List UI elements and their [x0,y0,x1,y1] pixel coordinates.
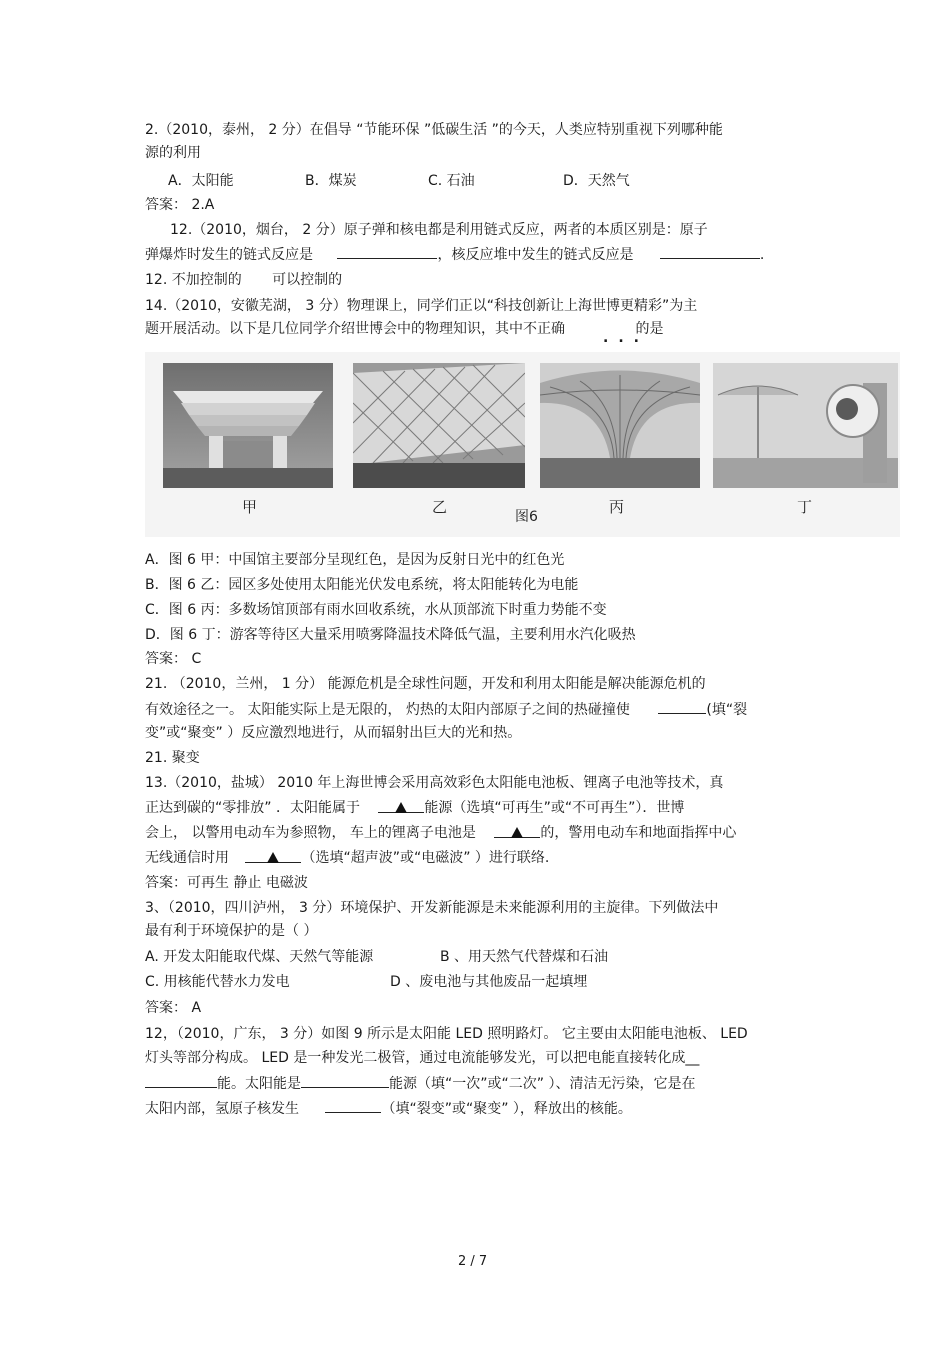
q12b-stem-line3 [145,1073,695,1094]
q12b-text-d: （填“裂变”或“聚变” ），释放出的核能。 [381,1101,632,1117]
q12a-blank-1[interactable] [337,244,437,259]
q14-answer: 答案： C [145,651,202,667]
q12b-stem-line2: 灯头等部分构成。 LED 是一种发光二极管，通过电流能够发光，可以把电能直接转化成__ [145,1050,700,1066]
q12b-text-a: 能。太阳能是 [217,1076,301,1092]
q12a-stem-line1: 12.（2010，烟台， 2 分）原子弹和核电都是利用链式反应，两者的本质区别是：原子 [170,222,708,238]
q13-text-d: 的，警用电动车和地面指挥中心 [540,825,737,841]
photo-china-pavilion [163,363,333,488]
q13-answer: 答案：可再生 静止 电磁波 [145,875,308,891]
q3-stem-line1: 3、（2010，四川泸州， 3 分）环境保护、开发新能源是未来能源利用的主旋律。下列做法中 [145,900,719,916]
q3-stem-line2: 最有利于环境保护的是（ ） [145,923,318,939]
q12a-text-a: 弹爆炸时发生的链式反应是 [145,247,313,263]
q12b-text-c: 太阳内部，氢原子核发生 [145,1101,299,1117]
q13-stem-line2 [145,798,684,818]
q12b-stem-line1: 12，（2010，广东， 3 分）如图 9 所示是太阳能 LED 照明路灯。 它主要由太阳能电池板、 LED [145,1026,748,1042]
q12a-answer-b: 可以控制的 [272,272,343,288]
q12a-answer-a: 12. 不加控制的 [145,272,242,288]
q13-blank-1[interactable] [378,798,424,813]
triangle-icon [267,852,279,863]
q21-text-b: (填“裂 [706,702,748,718]
q12b-blank-2[interactable] [301,1073,389,1088]
q2-stem-line2: 源的利用 [145,145,201,161]
figure-title: 图6 [515,509,538,525]
q2-answer: 答案： 2.A [145,197,215,213]
figure-label-bing: 丙 [609,498,625,516]
figure-6 [145,352,900,537]
emphasis-dots: ... [603,330,649,346]
q13-stem-line1: 13.（2010，盐城） 2010 年上海世博会采用高效彩色太阳能电池板、锂离子电池等技术，真 [145,775,724,791]
page-number: 2 / 7 [458,1254,488,1269]
q21-stem-line1: 21. （2010，兰州， 1 分） 能源危机是全球性问题，开发和利用太阳能是解决能源危机的 [145,676,706,692]
triangle-icon [511,827,523,838]
q14-text-b: 的是 [635,321,664,337]
photo-mist-cooling [713,363,898,488]
q3-option-d: D 、废电池与其他废品一起填埋 [390,974,588,990]
q13-blank-2[interactable] [494,823,540,838]
q14-text-a: 题开展活动。以下是几位同学介绍世博会中的物理知识，其中不正确 [145,321,565,337]
q21-text-a: 有效途径之一。 太阳能实际上是无限的， 灼热的太阳内部原子之间的热碰撞使 [145,702,630,718]
photo-sun-valley [540,363,700,488]
figure-label-jia: 甲 [242,498,258,516]
q3-option-c: C. 用核能代替水力发电 [145,974,290,990]
q14-option-d: D．图 6 丁：游客等待区大量采用喷雾降温技术降低气温，主要利用水汽化吸热 [145,627,636,643]
q14-option-b: B．图 6 乙：园区多处使用太阳能光伏发电系统，将太阳能转化为电能 [145,577,579,593]
q14-stem-line2 [145,319,663,339]
triangle-icon [395,802,407,813]
q12a-answer [145,270,342,290]
q21-answer: 21. 聚变 [145,750,200,766]
q12a-text-c: . [759,247,765,263]
q12b-blank-3[interactable] [325,1098,381,1113]
q14-option-c: C．图 6 丙：多数场馆顶部有雨水回收系统，水从顶部流下时重力势能不变 [145,602,607,618]
q13-stem-line3 [145,823,736,843]
q2-stem-line1: 2.（2010，泰州， 2 分）在倡导 “节能环保 ”低碳生活 ”的今天，人类应特别重视下列哪种能 [145,122,723,138]
q13-text-a: 正达到碳的“零排放” ．太阳能属于 [145,800,360,816]
figure-label-ding: 丁 [797,498,813,516]
q2-option-d: D．天然气 [563,173,630,189]
q2-option-a: A．太阳能 [168,173,234,189]
q14-stem-line1: 14.（2010，安徽芜湖， 3 分）物理课上，同学们正以“科技创新让上海世博更精彩”为主 [145,298,698,314]
q13-text-b: 能源（选填“可再生”或“不可再生”）．世博 [424,800,685,816]
q12a-blank-2[interactable] [660,244,760,259]
q2-option-b: B．煤炭 [305,173,357,189]
q12b-blank-1[interactable] [145,1073,217,1088]
q12b-text-b: 能源（填“一次”或“二次” ）、清洁无污染，它是在 [389,1076,696,1092]
q3-option-a: A. 开发太阳能取代煤、天然气等能源 [145,949,374,965]
q14-option-a: A．图 6 甲：中国馆主要部分呈现红色，是因为反射日光中的红色光 [145,552,565,568]
photo-solar-roof [353,363,525,488]
q3-answer: 答案： A [145,1000,202,1016]
figure-label-yi: 乙 [432,498,448,516]
q21-blank[interactable] [658,699,706,714]
q12b-stem-line4 [145,1098,632,1119]
q13-stem-line4 [145,848,549,868]
q21-stem-line3: 变”或“聚变” ）反应激烈地进行，从而辐射出巨大的光和热。 [145,725,522,741]
q13-text-f: （选填“超声波”或“电磁波” ）进行联络. [301,850,550,866]
q21-stem-line2 [145,699,747,720]
q12a-stem-line2 [145,244,764,265]
q13-text-c: 会上， 以警用电动车为参照物， 车上的锂离子电池是 [145,825,476,841]
q13-text-e: 无线通信时用 [145,850,229,866]
q2-option-c: C. 石油 [428,173,475,189]
q12a-text-b: ，核反应堆中发生的链式反应是 [437,247,634,263]
q3-option-b: B 、用天然气代替煤和石油 [440,949,609,965]
q13-blank-3[interactable] [245,848,301,863]
